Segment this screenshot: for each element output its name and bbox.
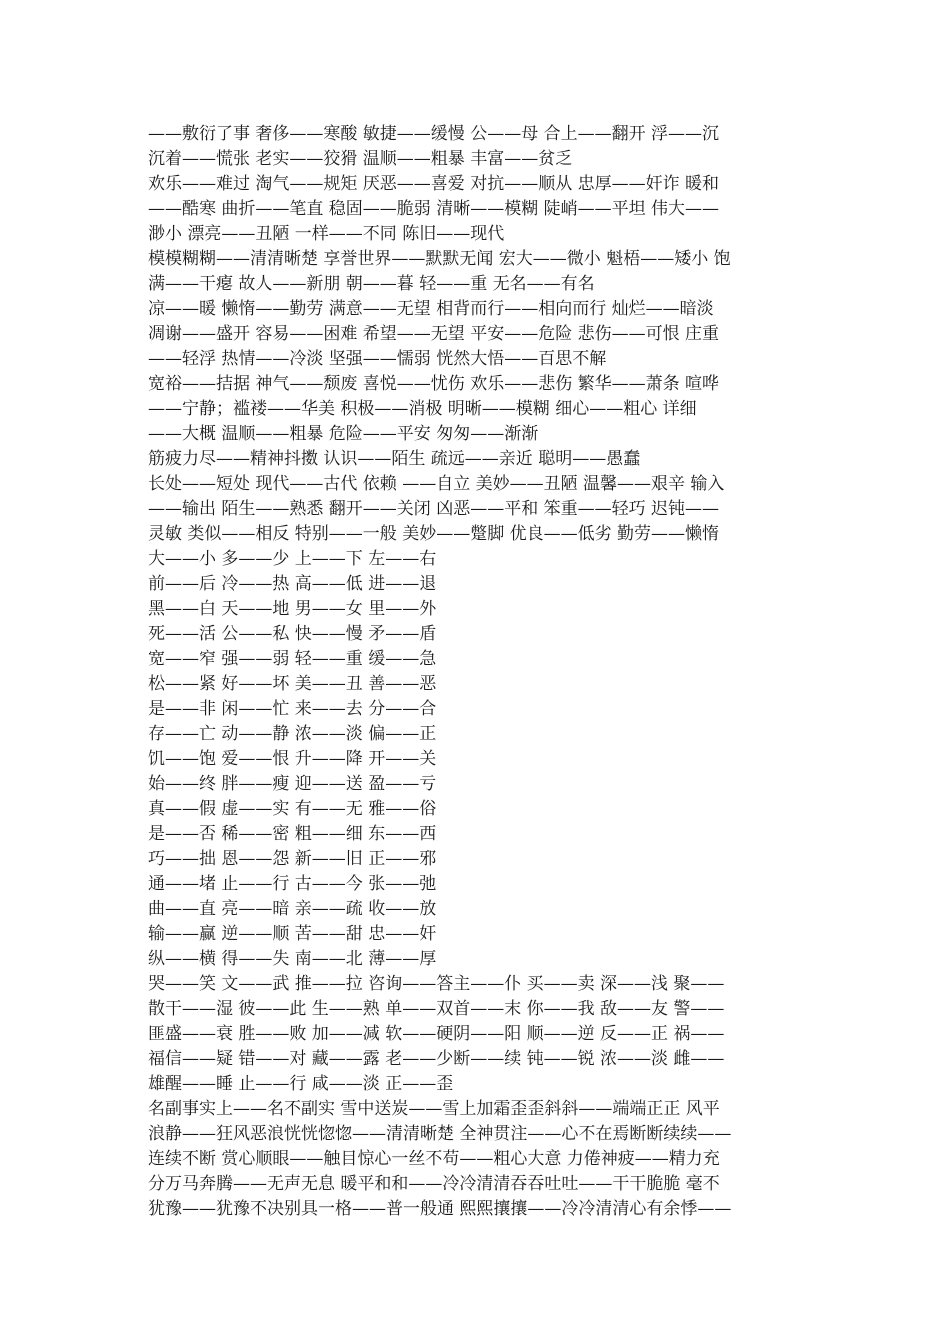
text-line-36: 散干——湿 彼——此 生——熟 单——双首——末 你——我 敌——友 警—— xyxy=(148,999,725,1019)
text-line-2: 沉着——慌张 老实——狡猾 温顺——粗暴 丰富——贫乏 xyxy=(148,149,573,169)
text-line-5: 渺小 漂亮——丑陋 一样——不同 陈旧——现代 xyxy=(148,224,505,244)
text-line-39: 雄醒——睡 止——行 咸——淡 正——歪 xyxy=(148,1074,454,1094)
text-line-29: 是——否 稀——密 粗——细 东——西 xyxy=(148,824,437,844)
text-line-38: 福信——疑 错——对 藏——露 老——少断——续 钝——锐 浓——淡 雌—— xyxy=(148,1049,725,1069)
text-line-31: 通——堵 止——行 古——今 张——弛 xyxy=(148,874,437,894)
document-page xyxy=(148,122,808,1222)
text-line-3: 欢乐——难过 淘气——规矩 厌恶——喜爱 对抗——顺从 忠厚——奸诈 暖和 xyxy=(148,174,720,194)
text-line-30: 巧——拙 恩——怨 新——旧 正——邪 xyxy=(148,849,437,869)
text-line-6: 模模糊糊——清清晰楚 享誉世界——默默无闻 宏大——微小 魁梧——矮小 饱 xyxy=(148,249,731,269)
text-line-19: 前——后 冷——热 高——低 进——退 xyxy=(148,574,437,594)
text-line-7: 满——干瘪 故人——新朋 朝——暮 轻——重 无名——有名 xyxy=(148,274,595,294)
text-line-43: 分万马奔腾——无声无息 暖平和和——冷冷清清吞吞吐吐——干干脆脆 毫不 xyxy=(148,1174,720,1194)
text-line-9: 凋谢——盛开 容易——困难 希望——无望 平安——危险 悲伤——可恨 庄重 xyxy=(148,324,720,344)
text-line-34: 纵——横 得——失 南——北 薄——厚 xyxy=(148,949,437,969)
text-line-27: 始——终 胖——瘦 迎——送 盈——亏 xyxy=(148,774,437,794)
text-line-41: 浪静——狂风恶浪恍恍惚惚——清清晰楚 全神贯注——心不在焉断断续续—— xyxy=(148,1124,732,1144)
text-line-42: 连续不断 赏心顺眼——触目惊心一丝不苟——粗心大意 力倦神疲——精力充 xyxy=(148,1149,720,1169)
text-line-25: 存——亡 动——静 浓——淡 偏——正 xyxy=(148,724,437,744)
text-line-8: 凉——暖 懒惰——勤劳 满意——无望 相背而行——相向而行 灿烂——暗淡 xyxy=(148,299,714,319)
text-line-24: 是——非 闲——忙 来——去 分——合 xyxy=(148,699,437,719)
text-line-1: ——敷衍了事 奢侈——寒酸 敏捷——缓慢 公——母 合上——翻开 浮——沉 xyxy=(148,124,720,144)
text-line-10: ——轻浮 热情——冷淡 坚强——懦弱 恍然大悟——百思不解 xyxy=(148,349,607,369)
text-line-13: ——大概 温顺——粗暴 危险——平安 匆匆——渐渐 xyxy=(148,424,539,444)
text-line-18: 大——小 多——少 上——下 左——右 xyxy=(148,549,437,569)
text-line-14: 筋疲力尽——精神抖擞 认识——陌生 疏远——亲近 聪明——愚蠢 xyxy=(148,449,641,469)
text-line-44: 犹豫——犹豫不决别具一格——普一般通 熙熙攘攘——冷冷清清心有余悸—— xyxy=(148,1199,732,1219)
text-line-35: 哭——笑 文——武 推——拉 咨询——答主——仆 买——卖 深——浅 聚—— xyxy=(148,974,725,994)
text-line-17: 灵敏 类似——相反 特别——一般 美妙——蹩脚 优良——低劣 勤劳——懒惰 xyxy=(148,524,720,544)
text-line-40: 名副事实上——名不副实 雪中送炭——雪上加霜歪歪斜斜——端端正正 风平 xyxy=(148,1099,720,1119)
text-line-37: 匪盛——衰 胜——败 加——减 软——硬阴——阳 顺——逆 反——正 祸—— xyxy=(148,1024,725,1044)
text-line-26: 饥——饱 爱——恨 升——降 开——关 xyxy=(148,749,437,769)
text-line-12: ——宁静；褴褛——华美 积极——消极 明晰——模糊 细心——粗心 详细 xyxy=(148,399,697,419)
text-line-23: 松——紧 好——坏 美——丑 善——恶 xyxy=(148,674,437,694)
text-line-16: ——输出 陌生——熟悉 翻开——关闭 凶恶——平和 笨重——轻巧 迟钝—— xyxy=(148,499,720,519)
text-line-4: ——酷寒 曲折——笔直 稳固——脆弱 清晰——模糊 陡峭——平坦 伟大—— xyxy=(148,199,720,219)
text-line-15: 长处——短处 现代——古代 依赖 ——自立 美妙——丑陋 温馨——艰辛 输入 xyxy=(148,474,725,494)
text-line-11: 宽裕——拮据 神气——颓废 喜悦——忧伤 欢乐——悲伤 繁华——萧条 喧哗 xyxy=(148,374,720,394)
text-line-20: 黑——白 天——地 男——女 里——外 xyxy=(148,599,437,619)
text-line-32: 曲——直 亮——暗 亲——疏 收——放 xyxy=(148,899,437,919)
text-line-28: 真——假 虚——实 有——无 雅——俗 xyxy=(148,799,437,819)
text-line-21: 死——活 公——私 快——慢 矛——盾 xyxy=(148,624,437,644)
text-line-33: 输——赢 逆——顺 苦——甜 忠——奸 xyxy=(148,924,437,944)
text-line-22: 宽——窄 强——弱 轻——重 缓——急 xyxy=(148,649,437,669)
